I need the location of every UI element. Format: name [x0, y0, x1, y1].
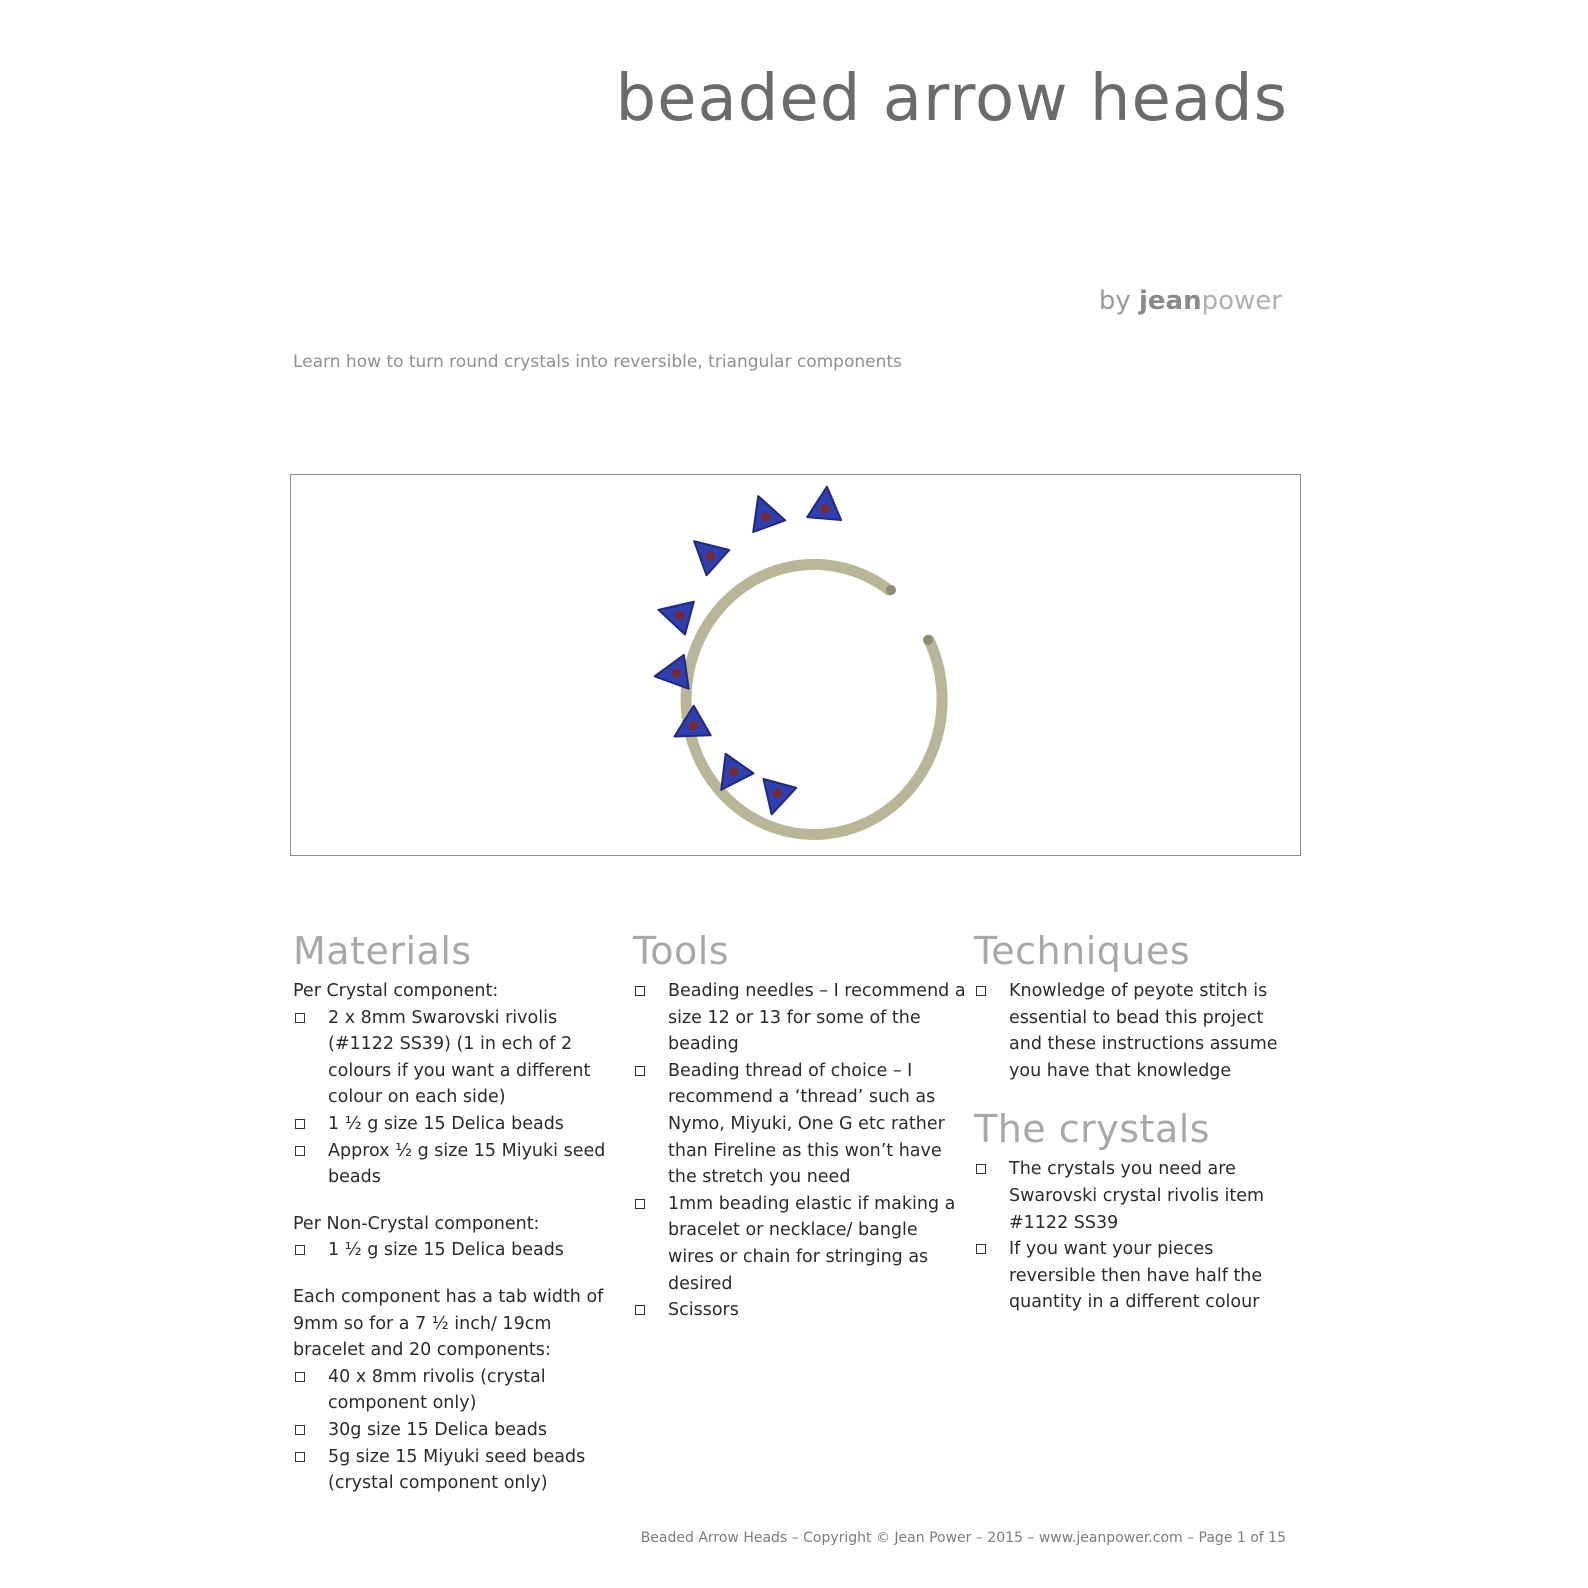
checkbox-icon: [295, 1425, 305, 1435]
product-photo: [290, 474, 1301, 856]
list-item: 5g size 15 Miyuki seed beads (crystal component only): [293, 1444, 628, 1497]
list-item: Approx ½ g size 15 Miyuki seed beads: [293, 1138, 628, 1191]
document-title: beaded arrow heads: [615, 62, 1288, 136]
noncrystal-component-list: [293, 1237, 628, 1264]
arrowhead-bead: [742, 490, 785, 532]
crystals-list: [974, 1156, 1299, 1316]
list-item: Knowledge of peyote stitch is essential to bead this project and these instructions assume you have that knowledge: [974, 978, 1299, 1084]
arrowhead-components: [652, 485, 844, 819]
checkbox-icon: [295, 1245, 305, 1255]
techniques-heading: Techniques: [974, 929, 1191, 973]
checkbox-icon: [635, 986, 645, 996]
bangle-illustration: [291, 475, 1299, 854]
checkbox-icon: [635, 1066, 645, 1076]
list-item: Beading thread of choice – I recommend a ‘thread’ such as Nymo, Miyuki, One G etc rather than Fireline as this won’t have the stretch you need: [633, 1058, 968, 1191]
list-item: 1mm beading elastic if making a bracelet or necklace/ bangle wires or chain for stringing as desired: [633, 1191, 968, 1297]
crystals-heading: The crystals: [974, 1107, 1211, 1152]
checkbox-icon: [295, 1146, 305, 1156]
checkbox-icon: [295, 1372, 305, 1382]
list-item: 1 ½ g size 15 Delica beads: [293, 1111, 628, 1138]
list-item: The crystals you need are Swarovski crystal rivolis item #1122 SS39: [974, 1156, 1299, 1236]
tagline: Learn how to turn round crystals into reversible, triangular components: [293, 352, 902, 372]
arrowhead-bead: [683, 529, 730, 576]
bracelet-quantity-intro: Each component has a tab width of 9mm so for a 7 ½ inch/ 19cm bracelet and 20 components:: [293, 1286, 604, 1361]
tools-section: [633, 928, 968, 1324]
crystal-component-list: [293, 1005, 628, 1191]
arrowhead-bead: [755, 779, 796, 819]
checkbox-icon: [635, 1199, 645, 1209]
checkbox-icon: [976, 1164, 986, 1174]
byline-power: power: [1201, 286, 1282, 316]
tools-list: [633, 978, 968, 1324]
crystal-component-intro: Per Crystal component:: [293, 981, 499, 1001]
arrowhead-bead: [654, 593, 694, 634]
materials-section: [293, 928, 628, 1497]
checkbox-icon: [295, 1452, 305, 1462]
author-byline: [1099, 286, 1282, 316]
checkbox-icon: [976, 986, 986, 996]
byline-jean: jean: [1139, 286, 1202, 316]
bangle-wire: [686, 564, 942, 834]
techniques-section: [974, 928, 1299, 1316]
checkbox-icon: [295, 1013, 305, 1023]
list-item: 30g size 15 Delica beads: [293, 1417, 628, 1444]
page-footer: Beaded Arrow Heads – Copyright © Jean Power – 2015 – www.jeanpower.com – Page 1 of 15: [640, 1530, 1286, 1546]
materials-heading: Materials: [293, 929, 472, 973]
tools-heading: Tools: [633, 929, 730, 973]
arrowhead-bead: [807, 485, 844, 520]
list-item: 1 ½ g size 15 Delica beads: [293, 1237, 628, 1264]
checkbox-icon: [295, 1119, 305, 1129]
checkbox-icon: [976, 1244, 986, 1254]
list-item: 2 x 8mm Swarovski rivolis (#1122 SS39) (1 in ech of 2 colours if you want a different colour on each side): [293, 1005, 628, 1111]
noncrystal-component-intro: Per Non-Crystal component:: [293, 1213, 540, 1234]
list-item: If you want your pieces reversible then have half the quantity in a different colour: [974, 1236, 1299, 1316]
list-item: Scissors: [633, 1297, 968, 1324]
bracelet-quantity-list: [293, 1364, 628, 1497]
list-item: 40 x 8mm rivolis (crystal component only): [293, 1364, 628, 1417]
byline-prefix: by: [1098, 286, 1140, 316]
checkbox-icon: [635, 1305, 645, 1315]
arrowhead-bead: [652, 655, 688, 693]
techniques-list: [974, 978, 1299, 1084]
list-item: Beading needles – I recommend a size 12 or 13 for some of the beading: [633, 978, 968, 1058]
